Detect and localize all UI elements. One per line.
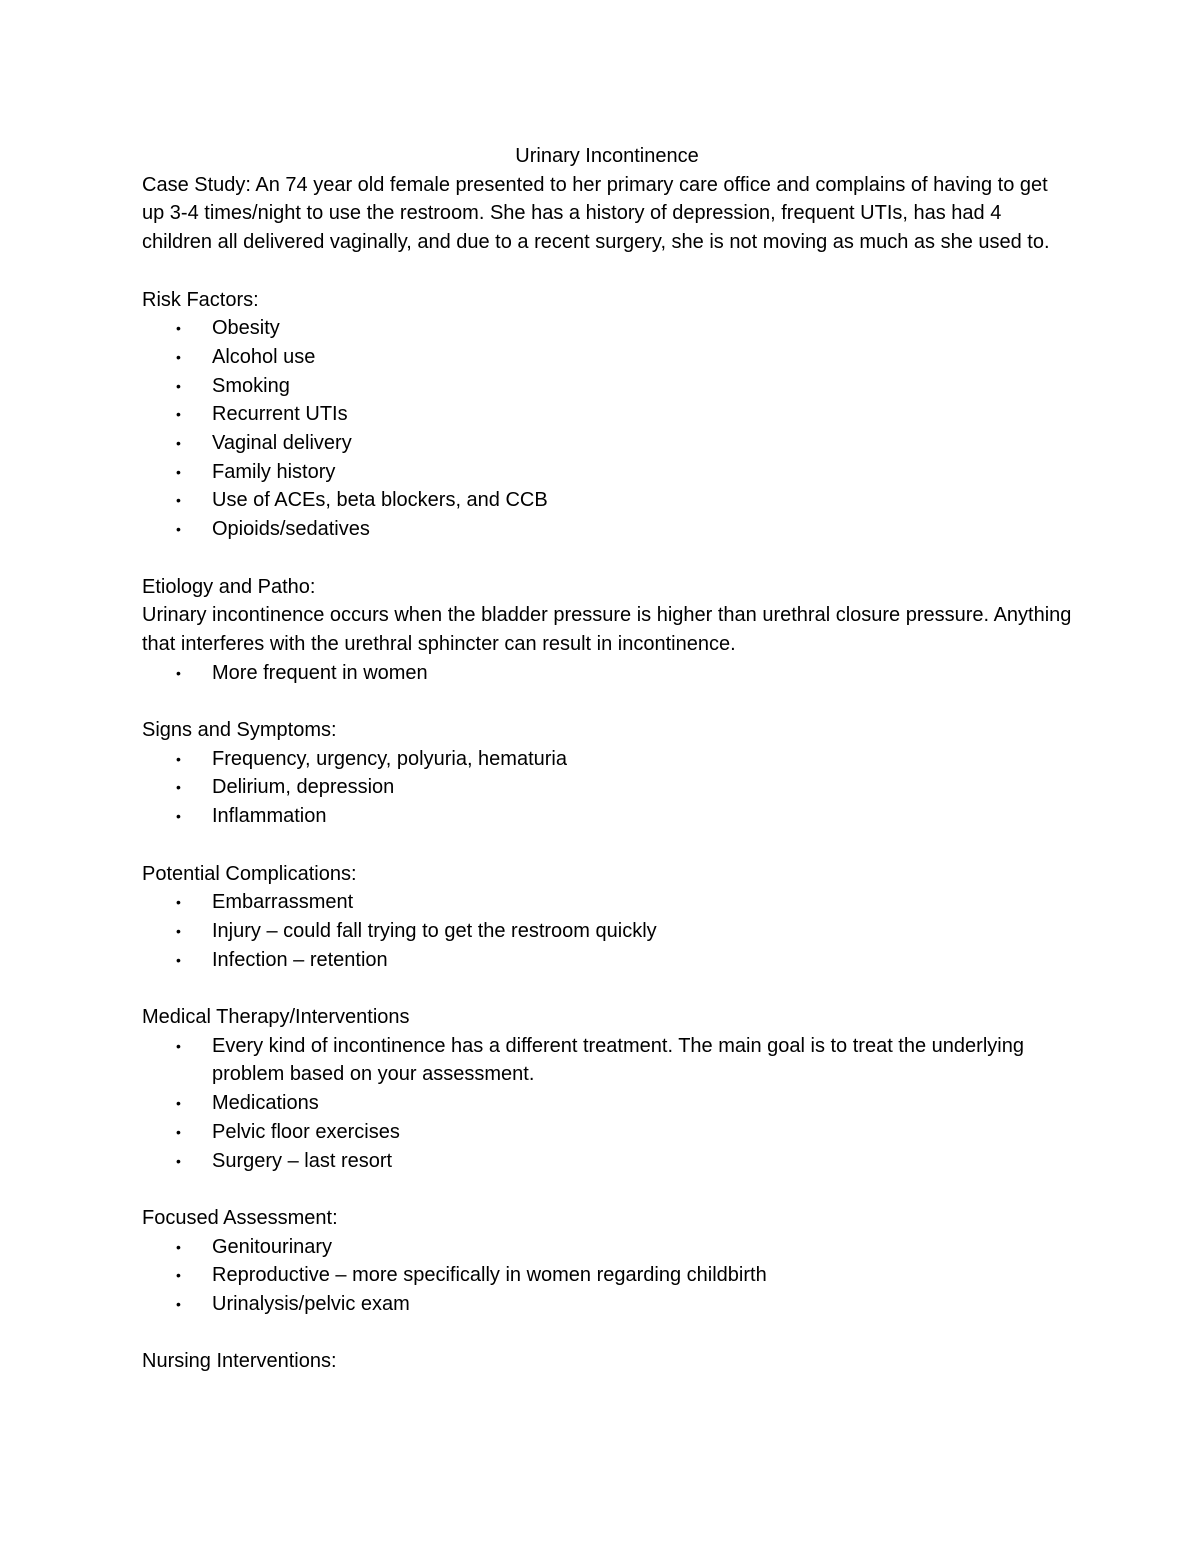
bullet-icon: • <box>176 492 181 509</box>
assessment-list <box>142 1233 1072 1319</box>
bullet-icon: • <box>176 1123 181 1140</box>
bullet-icon: • <box>176 348 181 365</box>
risk-factors-list <box>142 314 1072 544</box>
spacer <box>142 1319 1072 1348</box>
list-item <box>142 1290 1072 1319</box>
list-item-text: Genitourinary <box>212 1235 333 1258</box>
bullet-icon: • <box>176 377 181 394</box>
list-item-text: Infection – retention <box>212 948 388 971</box>
spacer <box>142 831 1072 860</box>
list-item-text: Family history <box>212 460 336 483</box>
bullet-icon: • <box>176 521 181 538</box>
list-item <box>142 400 1072 429</box>
list-item-text: Opioids/sedatives <box>212 518 370 541</box>
spacer <box>142 257 1072 286</box>
etiology-heading: Etiology and Patho: <box>142 575 316 598</box>
therapy-heading: Medical Therapy/Interventions <box>142 1006 410 1029</box>
risk-factors-heading: Risk Factors: <box>142 288 259 311</box>
bullet-icon: • <box>176 779 181 796</box>
bullet-icon: • <box>176 1267 181 1284</box>
list-item-text: Recurrent UTIs <box>212 403 348 426</box>
complications-heading: Potential Complications: <box>142 862 357 885</box>
list-item <box>142 946 1072 975</box>
signs-list <box>142 745 1072 831</box>
list-item-text: Delirium, depression <box>212 776 395 799</box>
bullet-icon: • <box>176 1037 181 1054</box>
etiology-paragraph: Urinary incontinence occurs when the bladder pressure is higher than urethral closure pressure. Anything that interferes with the urethral sphincter can result in incontinence. <box>142 604 1072 655</box>
spacer <box>142 544 1072 573</box>
complications-list <box>142 888 1072 974</box>
list-item-text: Alcohol use <box>212 345 316 368</box>
bullet-icon: • <box>176 320 181 337</box>
list-item-text: Vaginal delivery <box>212 432 352 455</box>
therapy-list <box>142 1032 1072 1176</box>
spacer <box>142 687 1072 716</box>
bullet-icon: • <box>176 435 181 452</box>
bullet-icon: • <box>176 808 181 825</box>
case-study-paragraph: Case Study: An 74 year old female presented to her primary care office and complains of having to get up 3-4 times/night to use the restroom. She has a history of depression, frequent UTIs, has had 4 children all delivered vaginally, and due to a recent surgery, she is not moving as much as she used to. <box>142 173 1050 254</box>
list-item-text: Obesity <box>212 317 280 340</box>
list-item-text: Use of ACEs, beta blockers, and CCB <box>212 489 548 512</box>
list-item <box>142 745 1072 774</box>
bullet-icon: • <box>176 750 181 767</box>
list-item <box>142 515 1072 544</box>
list-item <box>142 659 1072 688</box>
list-item-text: More frequent in women <box>212 661 428 684</box>
bullet-icon: • <box>176 1238 181 1255</box>
list-item <box>142 1261 1072 1290</box>
list-item <box>142 1032 1072 1089</box>
list-item-text: Injury – could fall trying to get the restroom quickly <box>212 919 657 942</box>
list-item <box>142 1089 1072 1118</box>
bullet-icon: • <box>176 1152 181 1169</box>
list-item-text: Pelvic floor exercises <box>212 1120 400 1143</box>
list-item <box>142 314 1072 343</box>
assessment-heading: Focused Assessment: <box>142 1206 338 1229</box>
bullet-icon: • <box>176 664 181 681</box>
list-item <box>142 486 1072 515</box>
bullet-icon: • <box>176 1095 181 1112</box>
list-item-text: Urinalysis/pelvic exam <box>212 1293 410 1316</box>
list-item <box>142 1118 1072 1147</box>
list-item <box>142 343 1072 372</box>
spacer <box>142 974 1072 1003</box>
list-item <box>142 429 1072 458</box>
list-item <box>142 372 1072 401</box>
list-item <box>142 1147 1072 1176</box>
bullet-icon: • <box>176 463 181 480</box>
list-item-text: Every kind of incontinence has a different treatment. The main goal is to treat the underlying problem based on your assessment. <box>212 1034 1024 1086</box>
nursing-heading: Nursing Interventions: <box>142 1350 337 1373</box>
bullet-icon: • <box>176 951 181 968</box>
list-item-text: Frequency, urgency, polyuria, hematuria <box>212 747 567 770</box>
bullet-icon: • <box>176 894 181 911</box>
list-item-text: Inflammation <box>212 805 327 828</box>
list-item <box>142 802 1072 831</box>
etiology-list <box>142 659 1072 688</box>
signs-heading: Signs and Symptoms: <box>142 719 337 742</box>
list-item-text: Embarrassment <box>212 891 354 914</box>
list-item-text: Medications <box>212 1092 319 1115</box>
list-item-text: Reproductive – more specifically in women regarding childbirth <box>212 1264 767 1287</box>
list-item <box>142 773 1072 802</box>
list-item <box>142 458 1072 487</box>
list-item <box>142 888 1072 917</box>
list-item <box>142 1233 1072 1262</box>
document-page <box>142 142 1072 1376</box>
bullet-icon: • <box>176 922 181 939</box>
document-title: Urinary Incontinence <box>515 145 699 167</box>
list-item-text: Smoking <box>212 374 290 397</box>
list-item <box>142 917 1072 946</box>
list-item-text: Surgery – last resort <box>212 1149 393 1172</box>
spacer <box>142 1175 1072 1204</box>
bullet-icon: • <box>176 406 181 423</box>
bullet-icon: • <box>176 1296 181 1313</box>
